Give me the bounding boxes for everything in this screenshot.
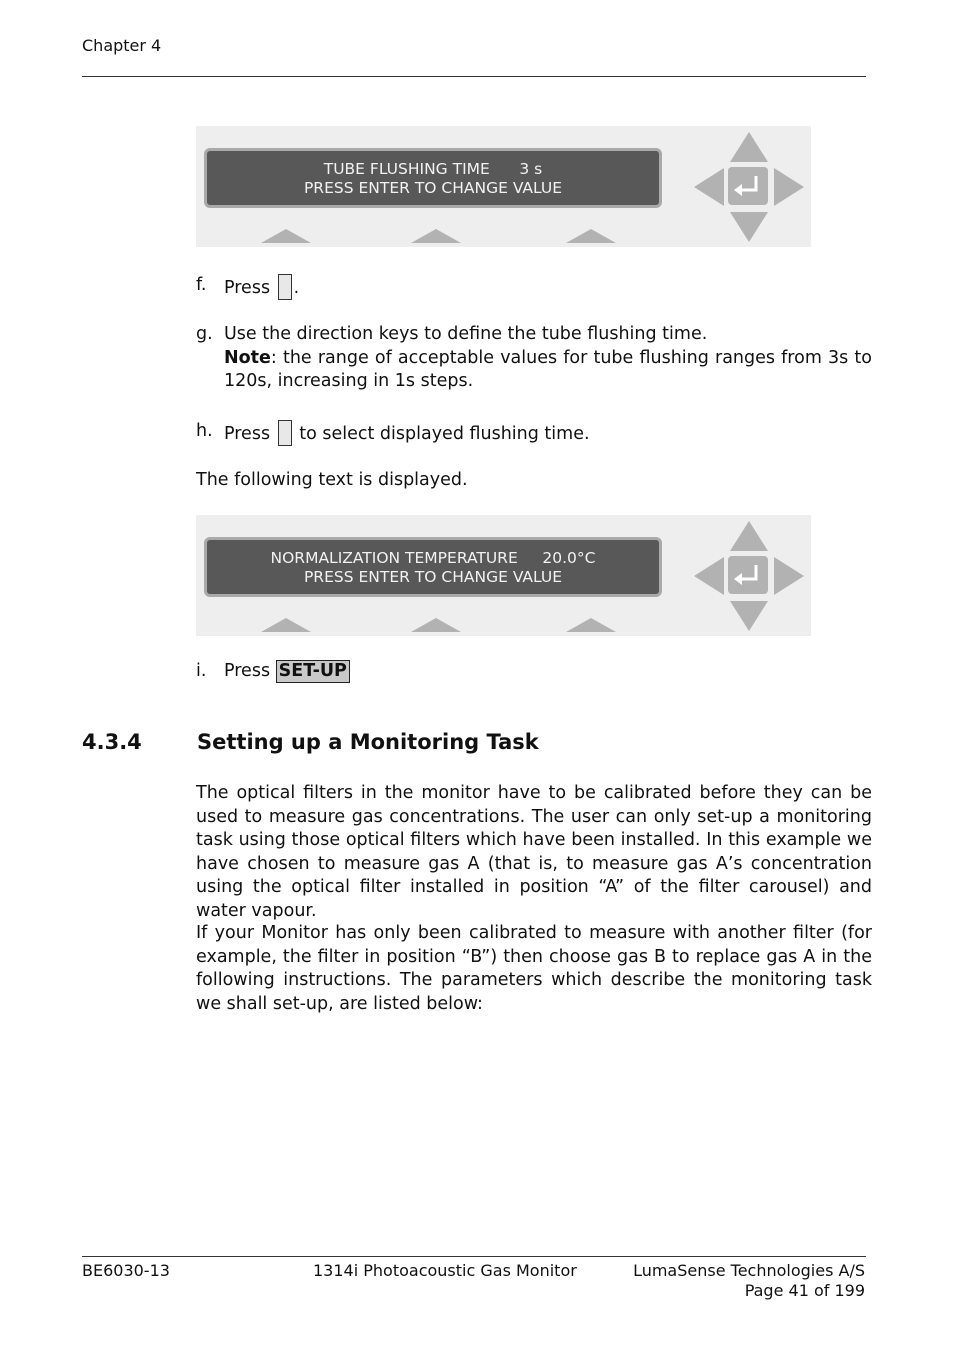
step-f [196,274,876,300]
lcd-line-1: TUBE FLUSHING TIME 3 s [323,160,543,178]
footer-company-block [633,1261,865,1301]
step-h-text: Press [224,424,271,444]
enter-key-placeholder-2[interactable] [278,420,292,446]
footer-doc-id: BE6030-13 [82,1261,170,1280]
step-f-label: f. [196,275,207,295]
direction-keypad [692,130,806,244]
step-g-text: Use the direction keys to define the tube flushing time. [224,324,708,344]
soft-key-1[interactable] [261,229,311,243]
right-arrow-icon[interactable] [774,557,804,595]
header-rule [82,76,866,77]
step-f-text: Press [224,278,271,298]
step-f-period: . [293,278,300,298]
soft-key-3[interactable] [566,229,616,243]
down-arrow-icon[interactable] [730,212,768,242]
direction-keypad-2 [692,519,806,633]
step-g [196,323,872,394]
lcd2-line-1: NORMALIZATION TEMPERATURE 20.0°C [270,549,596,567]
setup-key[interactable]: SET-UP [276,660,350,683]
soft-key-2[interactable] [411,618,461,632]
footer-product: 1314i Photoacoustic Gas Monitor [313,1261,577,1280]
lcd2-line-2: PRESS ENTER TO CHANGE VALUE [303,568,563,586]
enter-icon[interactable] [728,167,768,205]
step-i-text: Press [224,661,271,681]
note-label: Note [224,347,271,368]
step-h-label: h. [196,421,213,441]
lcd-screen-2 [204,537,662,597]
step-g-label: g. [196,324,213,344]
step-h [196,420,876,446]
chapter-header: Chapter 4 [82,36,162,55]
section-number: 4.3.4 [82,730,142,754]
note-text: : the range of acceptable values for tube flushing ranges from 3s to 120s, increasing in 1s steps. [224,347,872,391]
step-i-label: i. [196,661,207,681]
step-h-text-after: to select displayed flushing time. [299,424,590,444]
footer-company: LumaSense Technologies A/S [633,1261,865,1280]
step-i [196,660,876,686]
footer-rule [82,1256,866,1257]
down-arrow-icon[interactable] [730,601,768,631]
section-heading [82,730,782,758]
enter-icon[interactable] [728,556,768,594]
display-panel-normalization [196,515,811,636]
body-paragraph-1: The optical filters in the monitor have to be calibrated before they can be used to measure gas concentrations. The user can only set-up a monitoring task using those optical filters which have been installed. In this example we have chosen to measure gas A (that is, to measure gas A’s concentration using the optical filter installed in position “A” of the filter carousel) and water vapour. [196,783,872,921]
left-arrow-icon[interactable] [694,557,724,595]
lcd-screen [204,148,662,208]
left-arrow-icon[interactable] [694,168,724,206]
display-panel-tube-flushing [196,126,811,247]
body-paragraph-2: If your Monitor has only been calibrated to measure with another filter (for example, the filter in position “B”) then choose gas B to replace gas A in the following instructions. The parameters which describe the monitoring task we shall set-up, are listed below: [196,923,872,1014]
footer-page: Page 41 of 199 [744,1281,865,1300]
lcd-line-2: PRESS ENTER TO CHANGE VALUE [303,179,563,197]
up-arrow-icon[interactable] [730,521,768,551]
enter-key-placeholder[interactable] [278,274,292,300]
following-text: The following text is displayed. [196,470,468,490]
right-arrow-icon[interactable] [774,168,804,206]
soft-key-3[interactable] [566,618,616,632]
section-title: Setting up a Monitoring Task [197,730,539,754]
soft-key-1[interactable] [261,618,311,632]
soft-key-2[interactable] [411,229,461,243]
up-arrow-icon[interactable] [730,132,768,162]
